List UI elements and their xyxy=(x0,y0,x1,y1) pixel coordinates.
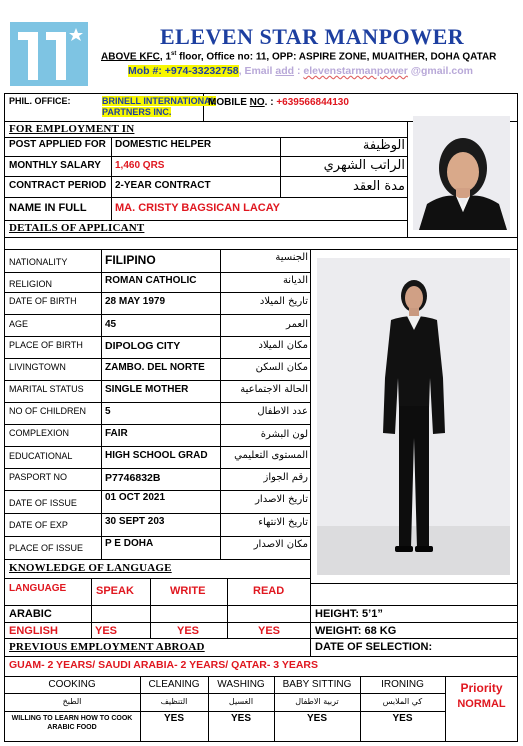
divider xyxy=(150,578,151,638)
complexion-value: FAIR xyxy=(105,428,128,439)
age-value: 45 xyxy=(105,319,117,330)
issue-date-arabic: تاريخ الاصدار xyxy=(255,494,308,505)
office-mobile-value: +639566844130 xyxy=(276,97,349,108)
divider xyxy=(4,137,407,138)
nationality-label: NATIONALITY xyxy=(9,257,68,267)
address-rest: floor, Office no: 11, OPP: ASPIRE ZONE, MUAITHER, DOHA QATAR xyxy=(176,51,497,63)
place-of-issue-label: PLACE OF ISSUE xyxy=(9,543,84,553)
experience-history: GUAM- 2 YEARS/ SAUDI ARABIA- 2 YEARS/ QATAR- 3 YEARS xyxy=(9,659,319,671)
contract-period-label: CONTRACT PERIOD xyxy=(9,180,107,191)
mobile-label-b: NO xyxy=(249,97,265,108)
nationality-arabic: الجنسية xyxy=(275,252,308,263)
divider xyxy=(4,605,310,606)
divider xyxy=(4,559,310,560)
divider xyxy=(4,156,407,157)
email-label-a: , Email xyxy=(238,65,276,77)
divider xyxy=(4,536,310,537)
details-section-title: DETAILS OF APPLICANT xyxy=(9,222,145,234)
dob-value: 28 MAY 1979 xyxy=(105,296,166,307)
arabic-language: ARABIC xyxy=(9,608,52,620)
marital-status-value: SINGLE MOTHER xyxy=(105,384,189,395)
english-language: ENGLISH xyxy=(9,625,58,637)
salary-value: 1,460 QRS xyxy=(115,160,165,171)
priority-label: Priority xyxy=(460,681,503,695)
divider xyxy=(4,237,518,238)
english-speak: YES xyxy=(95,625,118,637)
nationality-value: FILIPINO xyxy=(105,253,156,267)
language-section-title: KNOWLEDGE OF LANGUAGE xyxy=(9,562,172,574)
applicant-full-body-photo xyxy=(317,258,510,575)
divider xyxy=(4,249,518,250)
contract-period-value: 2-YEAR CONTRACT xyxy=(115,180,211,191)
priority-value: NORMAL xyxy=(457,698,506,710)
divider xyxy=(4,424,310,425)
divider xyxy=(4,513,310,514)
height-label: HEIGHT: 5’1” xyxy=(315,608,383,620)
livingtown-arabic: مكان السكن xyxy=(255,362,308,373)
cooking-header: COOKING xyxy=(48,679,96,690)
age-label: AGE xyxy=(9,319,29,329)
divider xyxy=(407,121,408,237)
divider xyxy=(4,711,445,712)
divider xyxy=(4,336,310,337)
post-applied-arabic: الوظيفة xyxy=(362,138,405,153)
marital-status-arabic: الحالة الاجتماعية xyxy=(240,384,308,395)
issue-date-value: 01 OCT 2021 xyxy=(105,492,166,503)
cooking-value: WILLING TO LEARN HOW TO COOK ARABIC FOOD xyxy=(11,715,133,731)
company-address xyxy=(101,51,496,62)
cleaning-arabic: التنظيف xyxy=(160,697,188,706)
marital-status-label: MARITAL STATUS xyxy=(9,384,84,394)
issue-date-label: DATE OF ISSUE xyxy=(9,498,77,508)
company-name: ELEVEN STAR MANPOWER xyxy=(160,24,465,49)
washing-header: WASHING xyxy=(217,679,265,690)
salary-arabic: الراتب الشهري xyxy=(323,158,405,173)
english-write: YES xyxy=(177,625,200,637)
divider xyxy=(310,583,311,656)
address-sup: st xyxy=(171,51,177,57)
address-prefix: ABOVE KFC xyxy=(101,51,160,63)
divider xyxy=(4,380,310,381)
baby-sitting-arabic: تربية الاطفال xyxy=(295,697,339,706)
education-value: HIGH SCHOOL GRAD xyxy=(105,450,208,461)
education-label: EDUCATIONAL xyxy=(9,451,73,461)
divider xyxy=(4,176,407,177)
date-of-selection-label: DATE OF SELECTION: xyxy=(315,641,433,653)
washing-value: YES xyxy=(230,713,251,724)
baby-sitting-header: BABY SITTING xyxy=(282,679,352,690)
divider xyxy=(4,622,518,623)
email-label-b: add xyxy=(275,65,295,77)
phil-office-value-1: BRINELL INTERNATIONAL xyxy=(102,96,217,106)
email-user: elevenstarmanpower xyxy=(303,65,408,77)
weight-label: WEIGHT: 68 KG xyxy=(315,625,397,637)
read-header: READ xyxy=(253,585,285,597)
complexion-arabic: لون البشرة xyxy=(260,429,308,440)
dob-arabic: تاريخ الميلاد xyxy=(259,296,308,307)
write-header: WRITE xyxy=(170,585,206,597)
divider xyxy=(4,402,310,403)
post-applied-label: POST APPLIED FOR xyxy=(9,139,106,150)
expiry-date-value: 30 SEPT 203 xyxy=(105,516,165,527)
place-of-birth-label: PLACE OF BIRTH xyxy=(9,340,83,350)
cleaning-header: CLEANING xyxy=(148,679,200,690)
livingtown-value: ZAMBO. DEL NORTE xyxy=(105,362,205,373)
applicant-headshot-photo xyxy=(413,116,510,230)
dob-label: DATE OF BIRTH xyxy=(9,296,77,306)
divider xyxy=(4,676,518,677)
divider xyxy=(4,638,518,639)
divider xyxy=(4,314,310,315)
divider xyxy=(4,693,445,694)
divider xyxy=(4,656,518,657)
religion-label: RELIGION xyxy=(9,279,53,289)
divider xyxy=(4,197,407,198)
baby-sitting-value: YES xyxy=(306,713,327,724)
expiry-date-arabic: تاريخ الانتهاء xyxy=(258,517,308,528)
company-logo xyxy=(10,22,88,86)
divider xyxy=(310,249,311,583)
place-of-issue-arabic: مكان الاصدار xyxy=(253,539,308,550)
phil-office-value xyxy=(102,96,216,118)
place-of-issue-value: P E DOHA xyxy=(105,538,154,549)
divider xyxy=(91,578,92,638)
contract-period-arabic: مدة العقد xyxy=(353,179,405,194)
divider xyxy=(4,490,310,491)
children-value: 5 xyxy=(105,406,111,417)
passport-value: P7746832B xyxy=(105,472,161,484)
divider xyxy=(4,446,310,447)
divider xyxy=(4,358,310,359)
passport-arabic: رقم الجواز xyxy=(263,472,308,483)
divider xyxy=(310,583,518,584)
phil-office-label: PHIL. OFFICE: xyxy=(9,96,71,106)
ironing-header: IRONING xyxy=(381,679,424,690)
divider xyxy=(111,137,112,220)
email-domain: @gmail.com xyxy=(407,65,473,77)
ironing-arabic: كي الملابس xyxy=(382,697,423,706)
office-mobile xyxy=(208,98,349,108)
phil-office-value-2: PARTNERS INC. xyxy=(102,107,172,117)
divider xyxy=(4,292,310,293)
divider xyxy=(310,605,518,606)
religion-value: ROMAN CATHOLIC xyxy=(105,275,197,286)
expiry-date-label: DATE OF EXP xyxy=(9,520,68,530)
employment-section-title: FOR EMPLOYMENT IN xyxy=(9,123,135,135)
washing-arabic: الغسيل xyxy=(228,697,254,706)
passport-label: PASPORT NO xyxy=(9,472,68,482)
mobile-label-c: . : xyxy=(264,97,277,108)
language-header: LANGUAGE xyxy=(9,583,67,594)
divider xyxy=(4,468,310,469)
cooking-arabic: الطبخ xyxy=(62,697,82,706)
full-name-value: MA. CRISTY BAGSICAN LACAY xyxy=(115,202,281,214)
complexion-label: COMPLEXION xyxy=(9,428,70,438)
divider xyxy=(4,272,310,273)
livingtown-label: LIVINGTOWN xyxy=(9,362,66,372)
place-of-birth-arabic: مكان الميلاد xyxy=(258,340,308,351)
mobile-label-a: MOBILE xyxy=(208,97,250,108)
speak-header: SPEAK xyxy=(96,585,134,597)
divider xyxy=(227,578,228,638)
full-name-label: NAME IN FULL xyxy=(9,202,87,214)
post-applied-value: DOMESTIC HELPER xyxy=(115,139,212,150)
age-arabic: العمر xyxy=(286,319,308,330)
salary-label: MONTHLY SALARY xyxy=(9,160,101,171)
email-label-c: : xyxy=(294,65,304,77)
divider xyxy=(4,578,310,579)
experience-section-title: PREVIOUS EMPLOYMENT ABROAD xyxy=(9,641,205,653)
children-arabic: عدد الاطفال xyxy=(257,406,308,417)
divider xyxy=(4,220,407,221)
address-main: , 1 xyxy=(159,51,172,63)
cleaning-value: YES xyxy=(163,713,184,724)
place-of-birth-value: DIPOLOG CITY xyxy=(105,340,181,352)
ironing-value: YES xyxy=(392,713,413,724)
company-contact xyxy=(128,65,473,77)
company-mobile: Mob #: +974-33232758 xyxy=(128,65,239,77)
divider xyxy=(280,137,281,197)
children-label: NO OF CHILDREN xyxy=(9,406,87,416)
english-read: YES xyxy=(258,625,281,637)
education-arabic: المستوى التعليمي xyxy=(234,450,308,461)
religion-arabic: الديانة xyxy=(282,275,308,286)
